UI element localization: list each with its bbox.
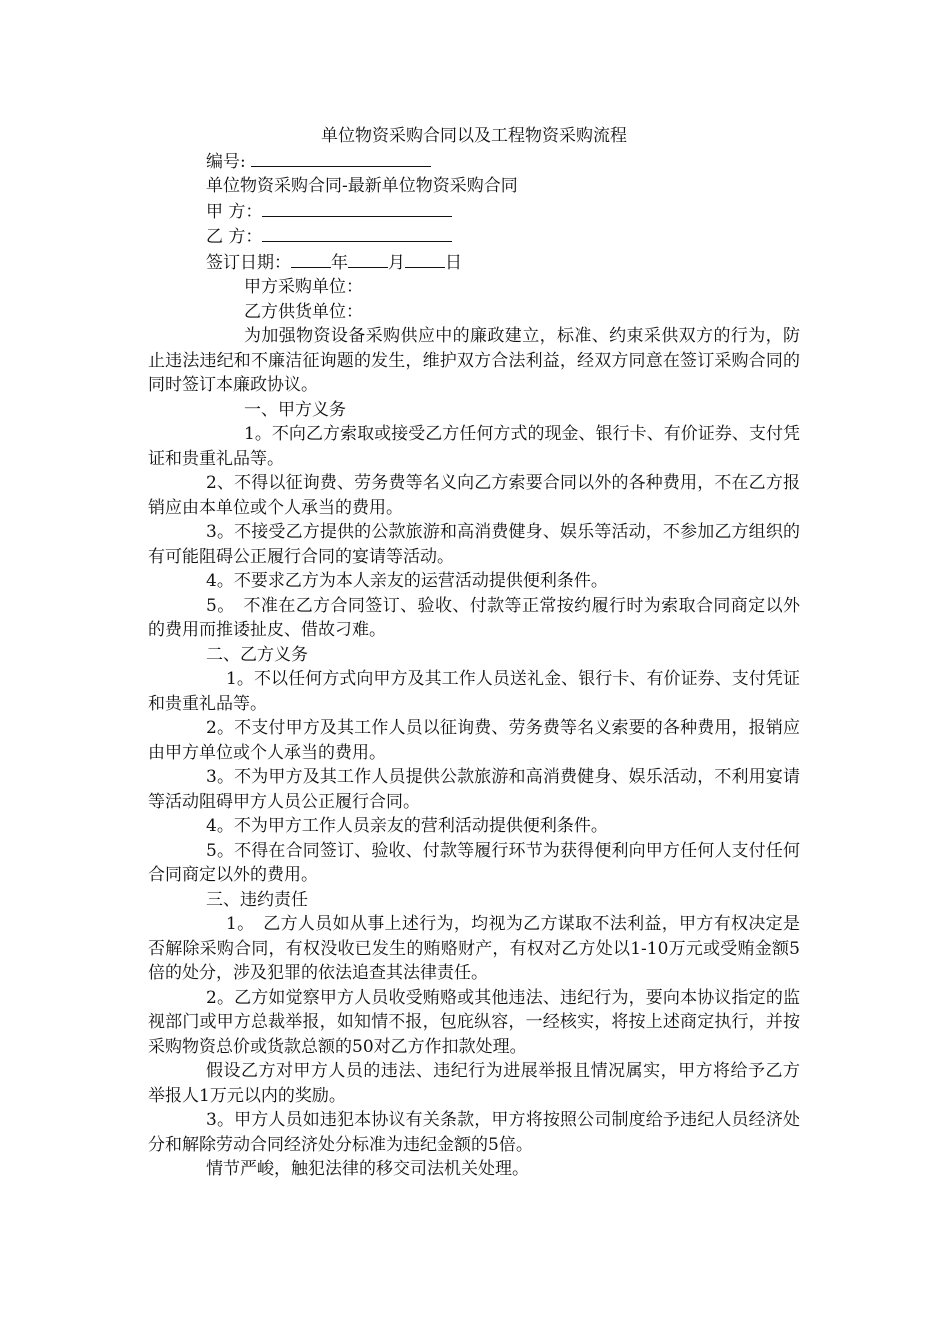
section-b-heading: 二、乙方义务 [206, 644, 308, 665]
section-a-item: 2、不得以征询费、劳务费等名义向乙方索要合同以外的各种费用，不在乙方报销应由本单位或个人承当的费用。 [148, 473, 800, 518]
section-a-item: 3。不接受乙方提供的公款旅游和高消费健身、娱乐等活动，不参加乙方组织的有可能阻碍公正履行合同的宴请等活动。 [148, 522, 800, 567]
sign-date-line [148, 250, 800, 276]
buyer-unit-line: 甲方采购单位： [244, 277, 363, 297]
sign-year-blank [291, 250, 331, 268]
party-b-label: 乙 方： [206, 227, 263, 247]
section-c-item: 2。乙方如觉察甲方人员收受贿赂或其他违法、违纪行为，要向本协议指定的监视部门或甲方总裁举报，如知情不报，包庇纵容，一经核实，将按上述商定执行，并按采购物资总价或货款总额的50对乙方作扣款处理。 [148, 987, 800, 1057]
section-a-item: 1。不向乙方索取或接受乙方任何方式的现金、银行卡、有价证券、支付凭证和贵重礼品等。 [148, 424, 800, 469]
contract-number-blank [251, 149, 431, 167]
section-b-item: 4。不为甲方工作人员亲友的营利活动提供便利条件。 [206, 816, 608, 836]
section-a-heading: 一、甲方义务 [244, 399, 346, 420]
section-b-item: 1。不以任何方式向甲方及其工作人员送礼金、银行卡、有价证券、支付凭证和贵重礼品等。 [148, 669, 800, 714]
intro-paragraph: 为加强物资设备采购供应中的廉政建立，标准、约束采供双方的行为，防止违法违纪和不廉洁征询题的发生，维护双方合法利益，经双方同意在签订采购合同的同时签订本廉政协议。 [148, 326, 800, 395]
sign-date-label: 签订日期： [206, 252, 291, 273]
party-a-blank [262, 199, 452, 217]
sign-year-label: 年 [331, 252, 348, 273]
section-c-item: 情节严峻，触犯法律的移交司法机关处理。 [206, 1159, 529, 1179]
section-c-heading: 三、违约责任 [206, 889, 308, 910]
party-a-line [148, 199, 800, 225]
section-c-item: 1。 乙方人员如从事上述行为，均视为乙方谋取不法利益，甲方有权决定是否解除采购合同，有权没收已发生的贿赂财产，有权对乙方处以1-10万元或受贿金额5倍的处分，涉及犯罪的依法追查其法律责任。 [148, 914, 800, 983]
contract-number-label: 编号: [206, 151, 252, 172]
section-b-item: 5。不得在合同签订、验收、付款等履行环节为获得便利向甲方任何人支付任何合同商定以外的费用。 [148, 840, 800, 885]
sign-month-label: 月 [388, 252, 405, 273]
contract-number-line [148, 149, 800, 175]
sign-month-blank [348, 250, 388, 268]
party-a-label: 甲 方： [206, 201, 263, 222]
section-c-item: 3。甲方人员如违犯本协议有关条款，甲方将按照公司制度给予违纪人员经济处分和解除劳动合同经济处分标准为违纪金额的5倍。 [148, 1110, 800, 1155]
party-b-blank [262, 224, 452, 242]
section-b-item: 3。不为甲方及其工作人员提供公款旅游和高消费健身、娱乐活动，不利用宴请等活动阻碍甲方人员公正履行合同。 [148, 767, 800, 812]
contract-subtitle: 单位物资采购合同-最新单位物资采购合同 [206, 176, 518, 196]
section-b-item: 2。不支付甲方及其工作人员以征询费、劳务费等名义索要的各种费用，报销应由甲方单位或个人承当的费用。 [148, 718, 800, 763]
party-b-line [148, 224, 800, 250]
document-title: 单位物资采购合同以及工程物资采购流程 [321, 126, 627, 146]
sign-day-label: 日 [445, 252, 462, 273]
section-a-item: 4。不要求乙方为本人亲友的运营活动提供便利条件。 [206, 571, 608, 591]
sign-day-blank [405, 250, 445, 268]
supplier-unit-line: 乙方供货单位： [244, 301, 363, 322]
section-c-item: 假设乙方对甲方人员的违法、违纪行为进展举报且情况属实，甲方将给予乙方举报人1万元以内的奖励。 [148, 1061, 800, 1106]
section-a-item: 5。 不准在乙方合同签订、验收、付款等正常按约履行时为索取合同商定以外的费用而推诿扯皮、借故刁难。 [148, 595, 800, 640]
document-body [148, 124, 800, 1182]
